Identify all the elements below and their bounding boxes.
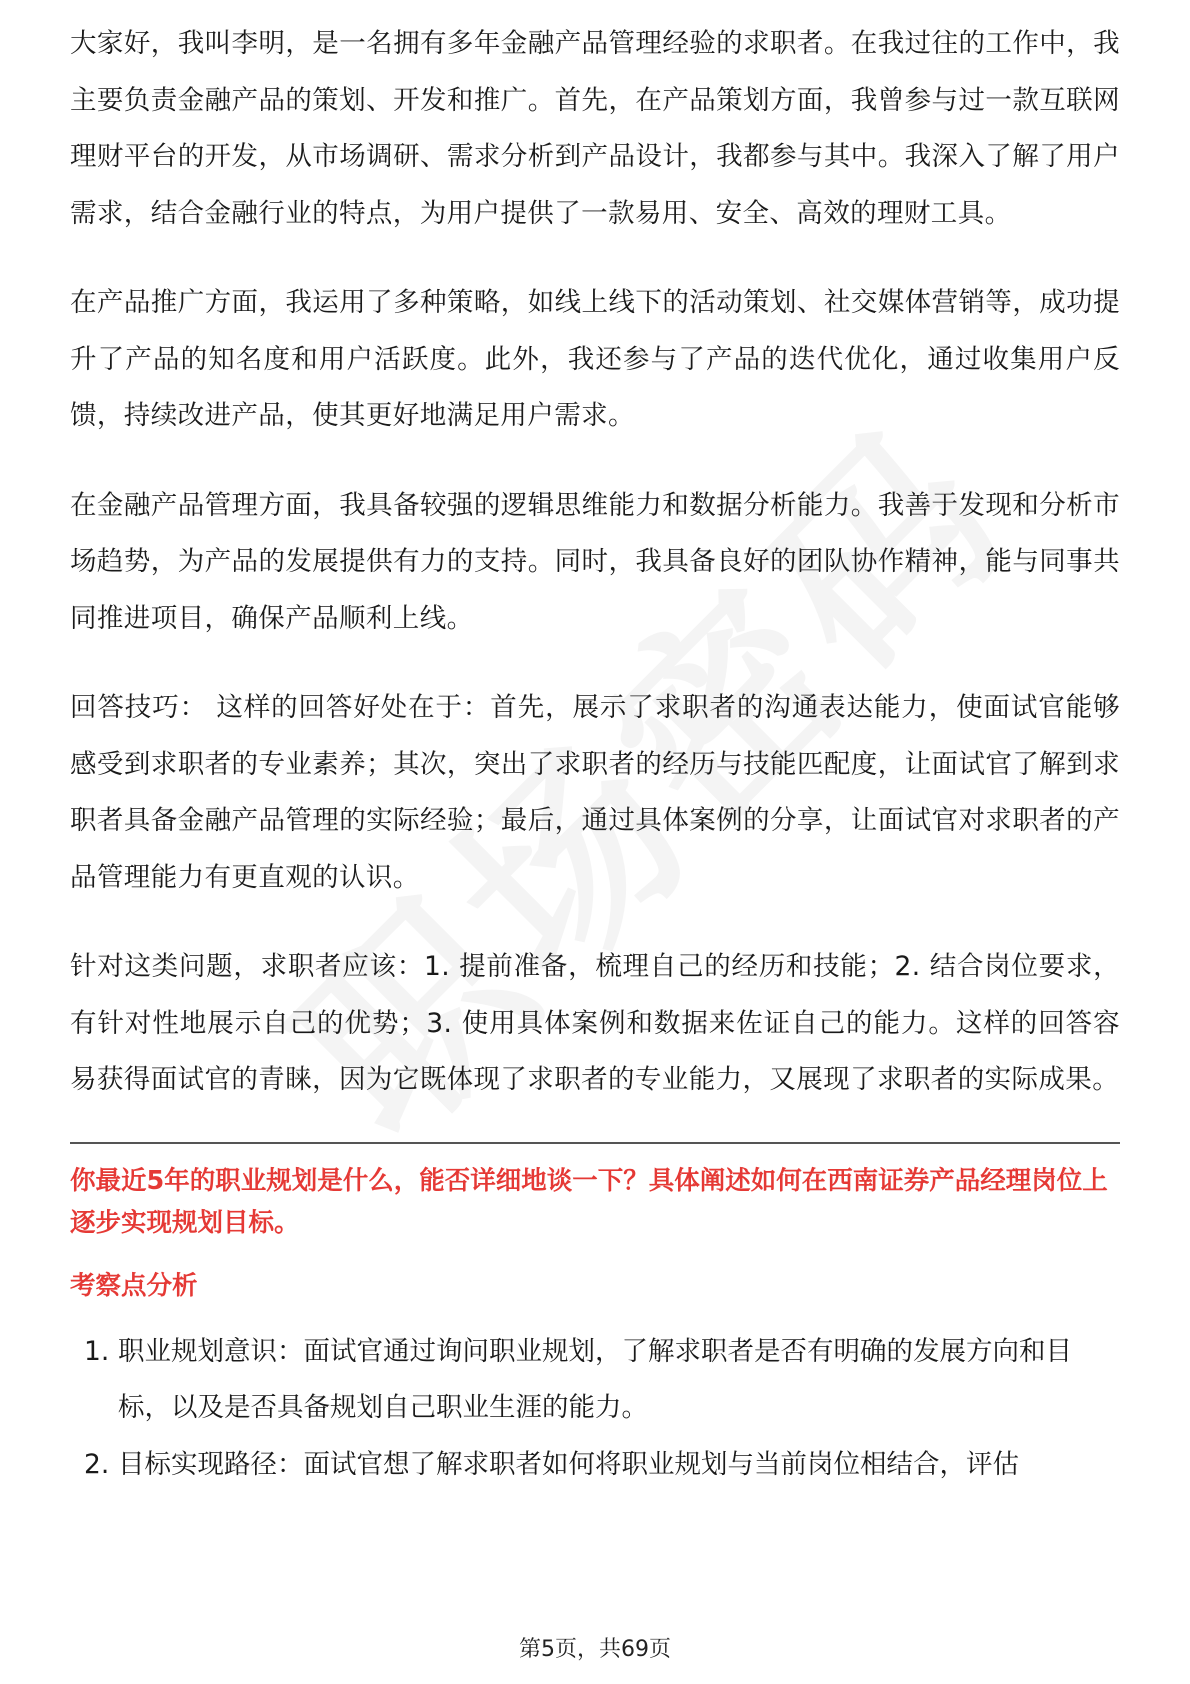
list-item-text: 目标实现路径：面试官想了解求职者如何将职业规划与当前岗位相结合，评估 [118,1448,1019,1480]
interview-question: 你最近5年的职业规划是什么，能否详细地谈一下？具体阐述如何在西南证券产品经理岗位上逐步实现规划目标。 [70,1165,1108,1238]
page-number: 第5页，共69页 [519,1637,671,1662]
list-item [70,1437,1120,1494]
answer-paragraph-1: 大家好，我叫李明，是一名拥有多年金融产品管理经验的求职者。在我过往的工作中，我主要负责金融产品的策划、开发和推广。首先，在产品策划方面，我曾参与过一款互联网理财平台的开发，从市场调研、需求分析到产品设计，我都参与其中。我深入了解了用户需求，结合金融行业的特点，为用户提供了一款易用、安全、高效的理财工具。 [70,28,1120,229]
answer-paragraph-2: 在产品推广方面，我运用了多种策略，如线上线下的活动策划、社交媒体营销等，成功提升了产品的知名度和用户活跃度。此外，我还参与了产品的迭代优化，通过收集用户反馈，持续改进产品，使其更好地满足用户需求。 [70,287,1120,431]
list-item-number: 1. [84,1335,110,1367]
analysis-title: 考察点分析 [70,1270,198,1301]
list-item-number: 2. [84,1448,110,1480]
list-item-text: 职业规划意识：面试官通过询问职业规划，了解求职者是否有明确的发展方向和目标，以及是否具备规划自己职业生涯的能力。 [118,1335,1072,1423]
list-item [70,1324,1120,1437]
advice-paragraph: 针对这类问题，求职者应该：1. 提前准备，梳理自己的经历和技能；2. 结合岗位要求，有针对性地展示自己的优势；3. 使用具体案例和数据来佐证自己的能力。这样的回答容易获得面试官的青睐，因为它既体现了求职者的专业能力，又展现了求职者的实际成果。 [70,951,1120,1095]
section-divider [70,1142,1120,1144]
answer-paragraph-3: 在金融产品管理方面，我具备较强的逻辑思维能力和数据分析能力。我善于发现和分析市场趋势，为产品的发展提供有力的支持。同时，我具备良好的团队协作精神，能与同事共同推进项目，确保产品顺利上线。 [70,489,1120,634]
answer-tips-paragraph: 回答技巧： 这样的回答好处在于：首先，展示了求职者的沟通表达能力，使面试官能够感受到求职者的专业素养；其次，突出了求职者的经历与技能匹配度，让面试官了解到求职者具备金融产品管理的实际经验；最后，通过具体案例的分享，让面试官对求职者的产品管理能力有更直观的认识。 [70,692,1120,893]
page-content [70,16,1120,1493]
analysis-points [70,1324,1120,1494]
